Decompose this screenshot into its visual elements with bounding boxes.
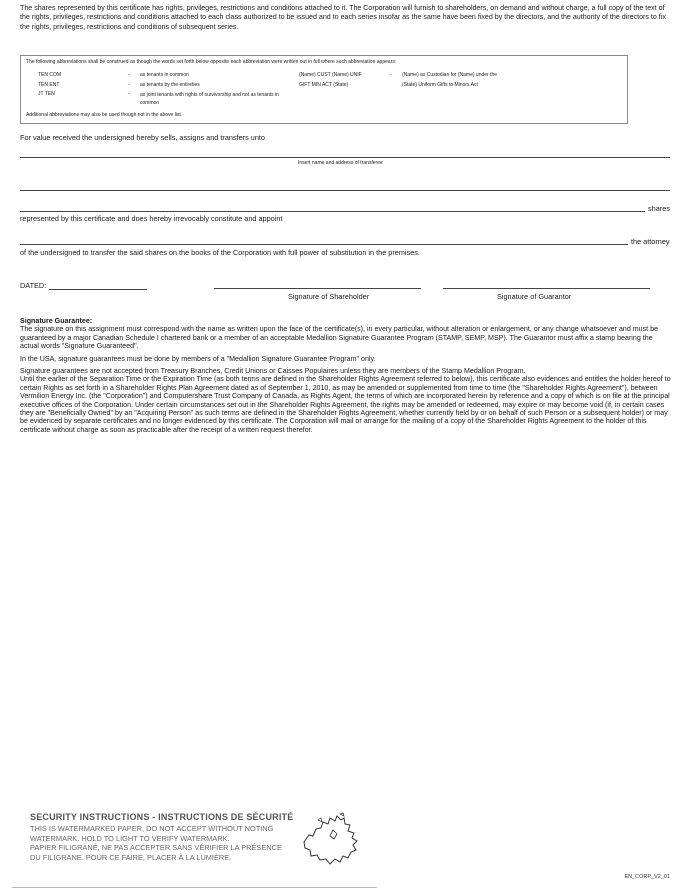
attorney-label: the attorney xyxy=(631,237,670,246)
abbr-code-unif-gift-2: GIFT MIN ACT (State) xyxy=(299,82,349,88)
security-instructions xyxy=(30,812,300,862)
abbr-dash: - xyxy=(390,72,392,78)
abbr-dash: - xyxy=(128,91,130,97)
form-code: EN_CORP_V2_01 xyxy=(624,874,670,880)
rights-notice-paragraph: The shares represented by this certificate has rights, privileges, restrictions and conditions attached to it. The Corporation will furnish to shareholders, on demand and without charge, a full copy of the text of the rights, privileges, restrictions and conditions attached to each class authorized to be issued and to each series insofar as the same have been fixed by the directors, and the authority of the directors to fix the rights, privileges, restrictions and conditions of subsequent series. xyxy=(20,4,666,31)
transferee-name-line[interactable] xyxy=(20,157,670,158)
transferee-line-caption: Insert name and address of transferee xyxy=(298,160,383,166)
attorney-name-line[interactable] xyxy=(20,244,628,245)
signature-guarantee-section xyxy=(20,317,672,434)
shares-label: shares xyxy=(648,204,670,213)
abbr-meaning-jt-ten: as joint tenants with rights of survivorship and not as tenants in common xyxy=(140,92,279,106)
security-english-line-1: THIS IS WATERMARKED PAPER, DO NOT ACCEPT WITHOUT NOTING xyxy=(30,824,274,833)
canada-map-icon xyxy=(300,812,362,870)
abbr-dash: - xyxy=(128,72,130,78)
abbreviations-note: Additional abbreviations may also be used though not in the above list. xyxy=(26,112,183,118)
abbr-dash: - xyxy=(128,82,130,88)
for-value-statement: For value received the undersigned hereby sells, assigns and transfers unto xyxy=(20,133,265,142)
signature-guarantee-title: Signature Guarantee: xyxy=(20,317,93,325)
abbreviations-box xyxy=(20,55,628,124)
shares-count-line[interactable] xyxy=(20,211,645,212)
abbr-code-unif-gift-1: (Name) CUST (Name) UNIF xyxy=(299,72,362,78)
shareholder-signature-label: Signature of Shareholder xyxy=(288,292,370,301)
dated-label: DATED: xyxy=(20,281,47,290)
represented-statement: represented by this certificate and does hereby irrevocably constitute and appoint xyxy=(20,214,283,223)
guarantee-paragraph-3: Signature guarantees are not accepted from Treasury Branches, Credit Unions or Caisses Populaires unless they are members of the Stamp Medallion Program. xyxy=(20,367,526,376)
rights-plan-paragraph: Until the earlier of the Separation Time or the Expiration Time (as both terms are defined in the Shareholder Rights Agreement referred to below), this certificate also evidences and entitles the holder hereof to certain Rights as set forth in a Shareholder Rights Plan Agreement dated as of September 1, 2010, as may be amended or supplemented from time to time (the "Shareholder Rights Agreement"), between Vermilion Energy Inc. (the "Corporation") and Computershare Trust Company of Canada, as Rights Agent, the terms of which are incorporated herein by reference and a copy of which is on file at the principal executive offices of the Corporation. Under certain circumstances set out in the Shareholder Rights Agreement, the rights may be amended or redeemed, may expire or may become void (if, in certain cases they are "Beneficially Owned" by an "Acquiring Person" as such terms are defined in the Shareholder Rights Agreement, whether currently held by or on behalf of such Person or a subsequent holder) or may be evidenced by separate certificates and no longer evidenced by this certificate. The Corporation will mail or arrange for the mailing of a copy of the Shareholder Rights Agreement to the holder of this certificate without charge as soon as practicable after the receipt of a written request therefor. xyxy=(20,375,671,434)
transferee-address-line[interactable] xyxy=(20,190,670,191)
bottom-divider xyxy=(12,887,377,888)
date-field-line[interactable] xyxy=(49,289,147,290)
abbr-meaning-unif-gift-2: (State) Uniform Gifts to Minors Act xyxy=(402,82,478,88)
abbr-meaning-ten-ent: as tenants by the entireties xyxy=(140,82,200,88)
abbr-code-ten-com: TEN COM xyxy=(38,72,62,78)
guarantee-paragraph-1: The signature on this assignment must correspond with the name as written upon the face of the certificate(s), in every particular, without alteration or enlargement, or any change whatsoever and must be guaranteed by a major Canadian Schedule I chartered bank or a member of an acceptable Medallion Signature Guarantee Program (STAMP, SEMP, MSP). The Guarantor must affix a stamp bearing the actual words "Signature Guaranteed". xyxy=(20,325,658,351)
abbr-meaning-ten-com: as tenants in common xyxy=(140,72,189,78)
abbr-code-jt-ten: JT TEN xyxy=(38,91,55,97)
transfer-statement: of the undersigned to transfer the said shares on the books of the Corporation with full power of substitution in the premises. xyxy=(20,248,420,257)
shareholder-signature-line[interactable] xyxy=(214,288,421,289)
abbr-meaning-unif-gift-1: (Name) as Custodian for (Name) under the xyxy=(402,72,498,78)
abbreviations-header: The following abbreviations shall be construed as though the words set forth below opposite each abbreviation were written out in full where such abbreviation appears: xyxy=(26,59,397,65)
security-title: SECURITY INSTRUCTIONS - INSTRUCTIONS DE SÉCURITÉ xyxy=(30,812,294,822)
security-french-line-1: PAPIER FILIGRANÉ, NE PAS ACCEPTER SANS VÉRIFIER LA PRÉSENCE xyxy=(30,843,282,853)
abbr-code-ten-ent: TEN ENT xyxy=(38,82,60,88)
security-french-line-2: DU FILIGRANE. POUR CE FAIRE, PLACER À LA LUMIÈRE. xyxy=(30,852,232,862)
guarantor-signature-label: Signature of Guarantor xyxy=(497,292,572,301)
security-english-line-2: WATERMARK. HOLD TO LIGHT TO VERIFY WATERMARK. xyxy=(30,833,230,843)
guarantor-signature-line[interactable] xyxy=(443,288,650,289)
guarantee-paragraph-2: In the USA, signature guarantees must be done by members of a "Medallion Signature Guarantee Program" only. xyxy=(20,354,376,363)
